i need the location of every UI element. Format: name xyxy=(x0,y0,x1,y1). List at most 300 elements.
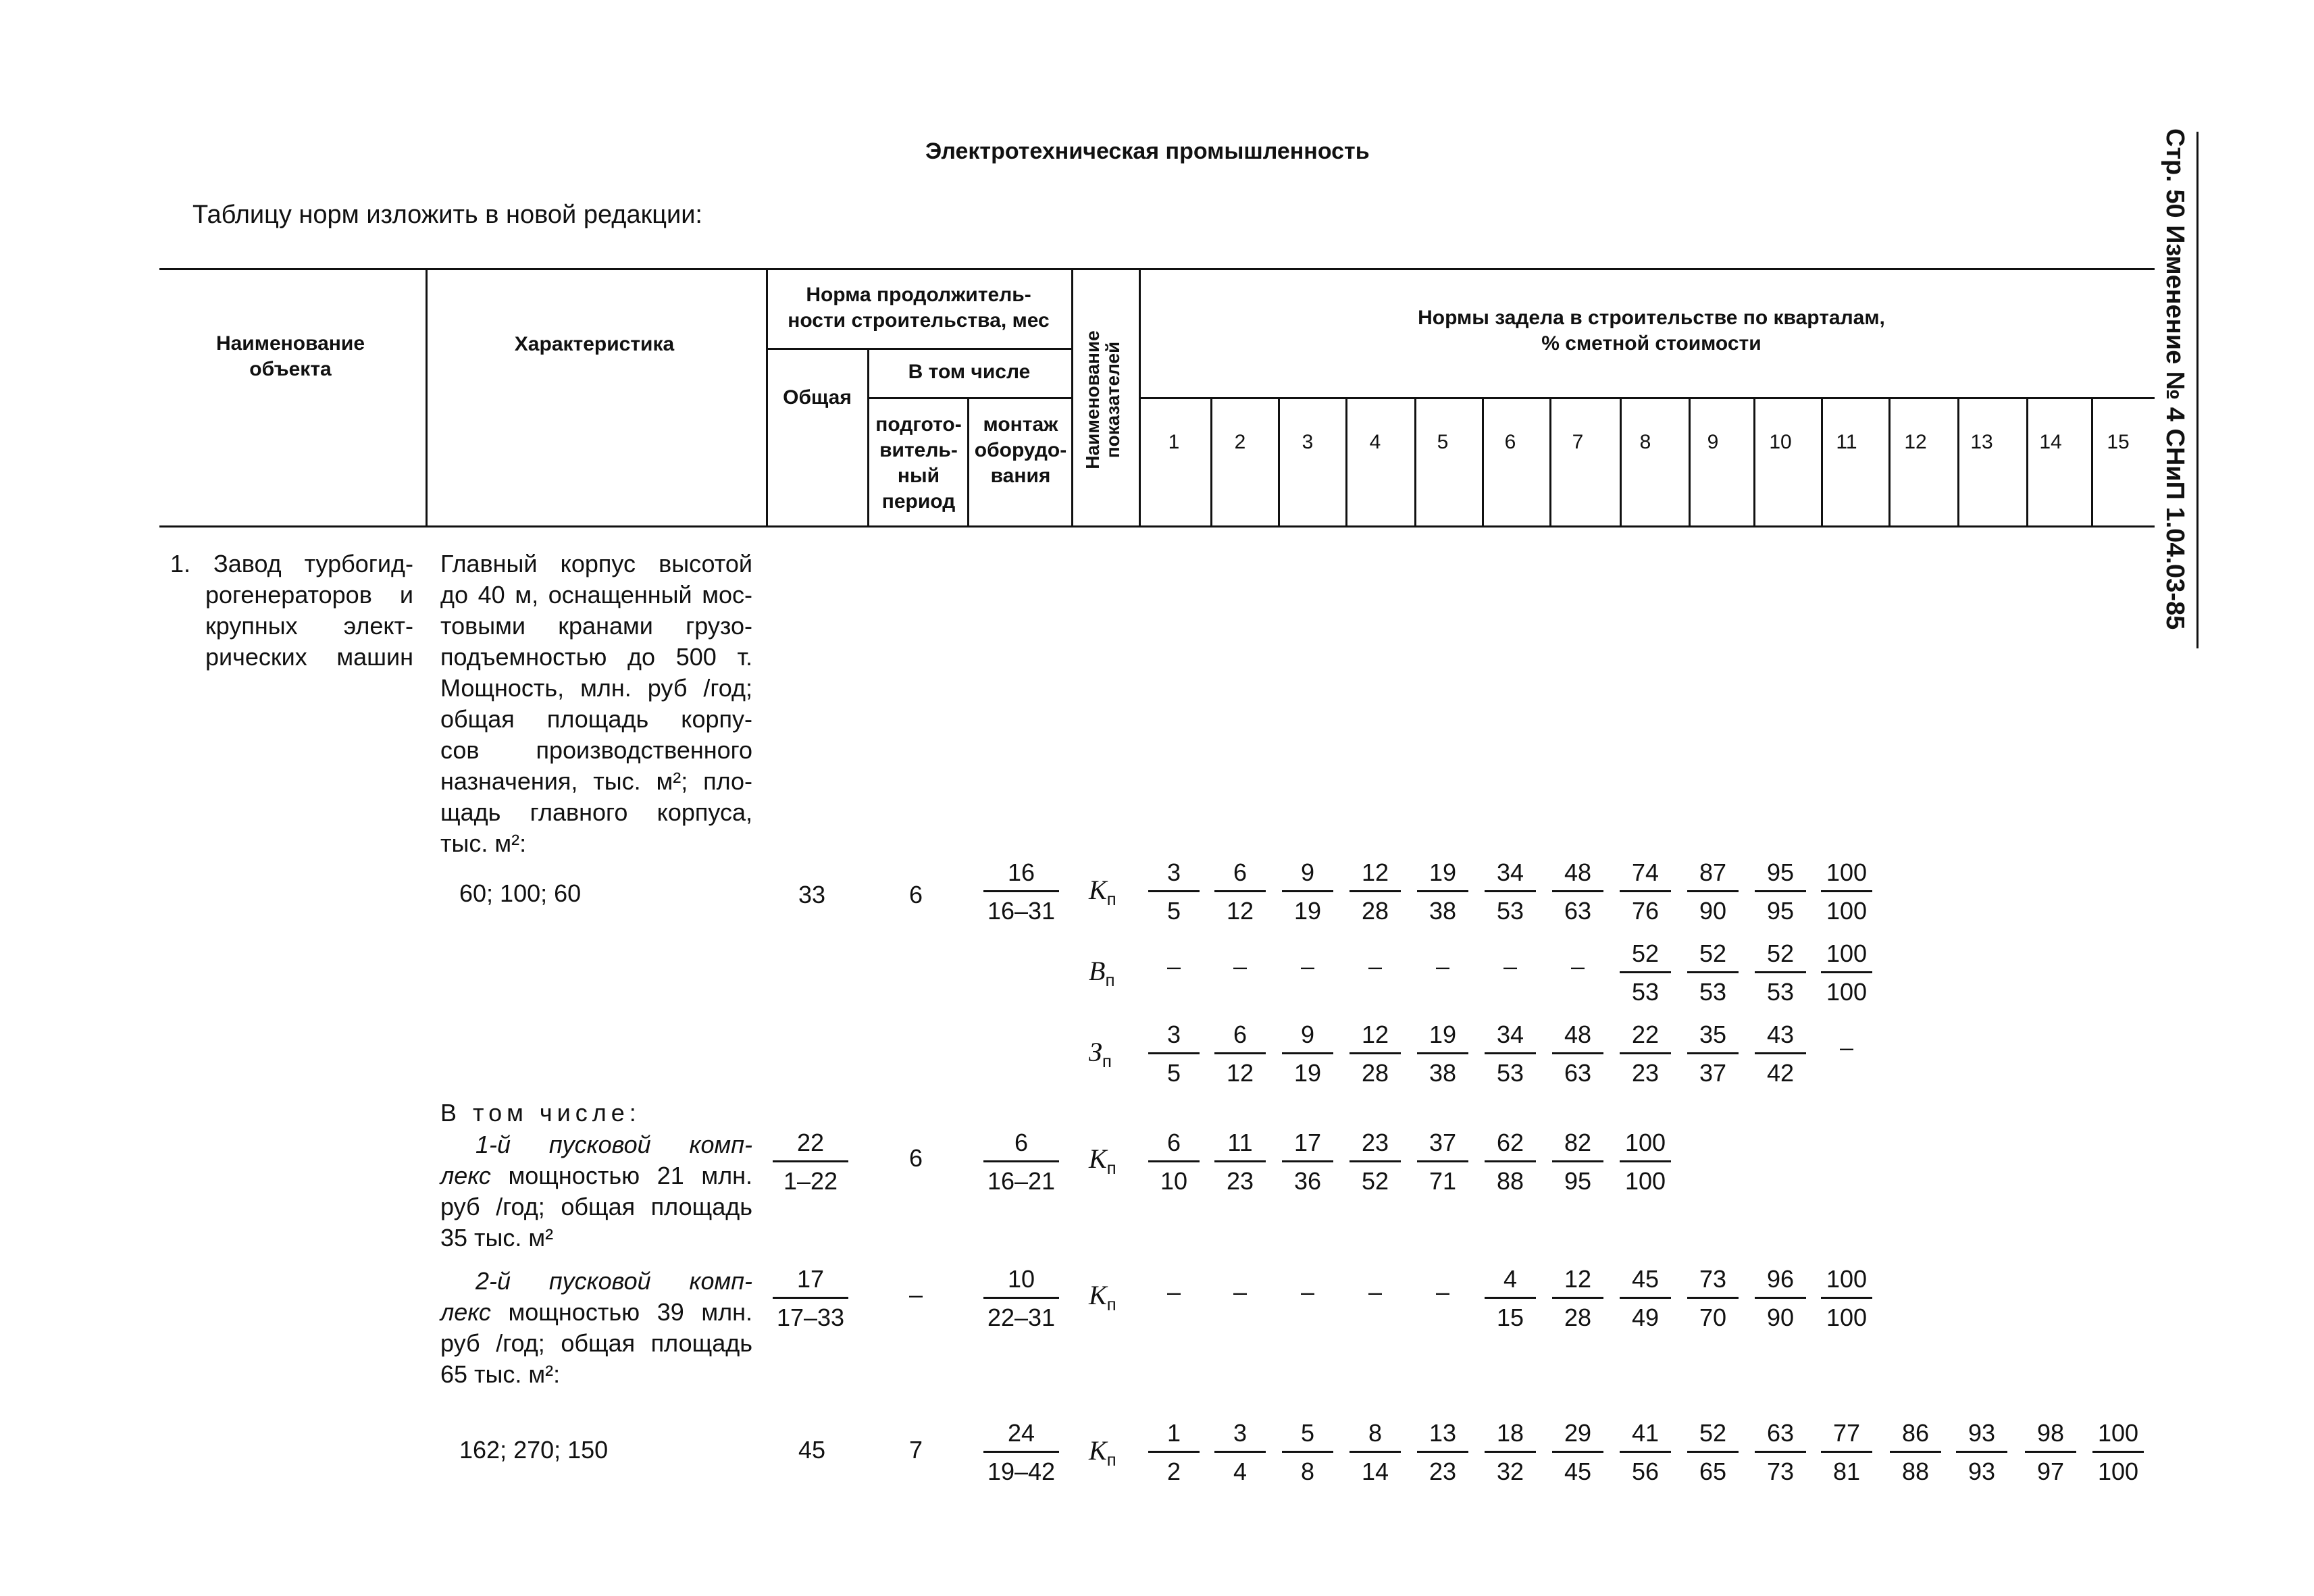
fraction-numerator: 34 xyxy=(1496,858,1524,886)
fraction-numerator: 12 xyxy=(1361,858,1389,886)
fraction-denominator: 10 xyxy=(1160,1167,1188,1195)
indicator-letter: З xyxy=(1089,1037,1102,1067)
header-characteristic: Характеристика xyxy=(514,333,675,355)
fraction-denominator: 28 xyxy=(1361,1059,1389,1087)
fraction-denominator: 53 xyxy=(1766,978,1795,1006)
fraction-denominator: 53 xyxy=(1699,978,1727,1006)
quarter-vline xyxy=(1482,397,1484,527)
last-row-total: 45 xyxy=(798,1436,826,1464)
header-indicator-name xyxy=(1083,302,1126,498)
complex-prep: 6 xyxy=(909,1144,923,1172)
fraction-denominator: 5 xyxy=(1166,897,1181,925)
quarter-number: 5 xyxy=(1437,431,1449,453)
fraction-denominator: 17–33 xyxy=(776,1304,845,1331)
fraction-bar xyxy=(1821,1297,1873,1299)
quarter-number: 12 xyxy=(1904,431,1927,453)
fraction-bar xyxy=(1148,1052,1200,1054)
fraction-numerator: 16 xyxy=(1007,858,1035,886)
fraction-bar xyxy=(1552,1451,1604,1453)
header-prep-period xyxy=(870,412,967,515)
indicator-symbol xyxy=(1089,1036,1112,1072)
fraction-numerator: 3 xyxy=(1233,1419,1248,1447)
fraction-denominator: 28 xyxy=(1564,1304,1592,1331)
fraction-bar xyxy=(1755,890,1807,892)
fraction-bar xyxy=(1485,1451,1537,1453)
fraction-bar xyxy=(1485,1052,1537,1054)
fraction-denominator: 37 xyxy=(1699,1059,1727,1087)
fraction-bar xyxy=(1417,1160,1469,1162)
quarter-number: 14 xyxy=(2039,431,2062,453)
fraction-numerator: 52 xyxy=(1766,939,1795,967)
fraction-denominator: 100 xyxy=(1624,1167,1666,1195)
complex-line: руб /год; общая площадь xyxy=(440,1193,752,1220)
fraction-denominator: 81 xyxy=(1832,1458,1861,1485)
quarter-vline xyxy=(1620,397,1622,527)
fraction-bar xyxy=(1755,971,1807,973)
fraction-numerator: 8 xyxy=(1368,1419,1383,1447)
header-zadel xyxy=(1148,305,2155,357)
empty-cell-dash: – xyxy=(1435,952,1450,980)
fraction-bar xyxy=(1349,1052,1402,1054)
characteristic-line: Главный корпус высотой xyxy=(440,550,752,577)
fraction-bar xyxy=(1148,890,1200,892)
fraction-numerator: 23 xyxy=(1361,1129,1389,1156)
complex-word: мощностью 39 млн. xyxy=(490,1298,752,1326)
fraction-numerator: 6 xyxy=(1233,1021,1248,1048)
fraction-bar xyxy=(983,890,1059,892)
indicator-letter: В xyxy=(1089,956,1106,986)
fraction-denominator: 12 xyxy=(1226,897,1254,925)
fraction-numerator: 35 xyxy=(1699,1021,1727,1048)
complex-description xyxy=(440,1129,752,1254)
fraction-bar xyxy=(1214,1451,1266,1453)
fraction-denominator: 19 xyxy=(1293,897,1322,925)
fraction-bar xyxy=(1282,890,1334,892)
complex-total-fraction xyxy=(756,1266,865,1331)
fraction-numerator: 48 xyxy=(1564,858,1592,886)
row-mount-fraction xyxy=(967,859,1075,925)
quarter-number: 2 xyxy=(1234,431,1246,453)
header-hline xyxy=(766,348,1073,350)
fraction-denominator: 2 xyxy=(1166,1458,1181,1485)
header-indicator-line: показателей xyxy=(1102,341,1123,459)
fraction-numerator: 24 xyxy=(1007,1419,1035,1447)
fraction-denominator: 16–31 xyxy=(987,897,1056,925)
fraction-numerator: 9 xyxy=(1300,1021,1315,1048)
header-bottom-rule xyxy=(159,525,2155,527)
fraction-denominator: 95 xyxy=(1564,1167,1592,1195)
header-object-name-line: Наименование xyxy=(215,332,365,355)
header-vline xyxy=(426,268,428,527)
object-name-line: 1. Завод турбогид- xyxy=(170,550,413,577)
indicator-subscript: п xyxy=(1106,1449,1116,1470)
fraction-cell xyxy=(2078,1420,2159,1485)
header-norm-line: ности строительства, мес xyxy=(788,309,1050,332)
fraction-denominator: 15 xyxy=(1496,1304,1524,1331)
fraction-numerator: 100 xyxy=(1826,939,1868,967)
fraction-numerator: 82 xyxy=(1564,1129,1592,1156)
fraction-denominator: 12 xyxy=(1226,1059,1254,1087)
indicator-symbol xyxy=(1089,1435,1116,1470)
fraction-numerator: 9 xyxy=(1300,858,1315,886)
quarter-number: 4 xyxy=(1369,431,1381,453)
side-rule xyxy=(2196,132,2199,648)
fraction-bar xyxy=(1687,1297,1739,1299)
fraction-numerator: 86 xyxy=(1901,1419,1930,1447)
fraction-bar xyxy=(1214,1052,1266,1054)
fraction-denominator: 42 xyxy=(1766,1059,1795,1087)
fraction-bar xyxy=(1282,1451,1334,1453)
complex-line: 1-й пусковой комп- xyxy=(475,1131,752,1158)
fraction-cell xyxy=(1605,1129,1686,1195)
fraction-numerator: 95 xyxy=(1766,858,1795,886)
fraction-numerator: 17 xyxy=(1293,1129,1322,1156)
fraction-numerator: 6 xyxy=(1166,1129,1181,1156)
fraction-denominator: 38 xyxy=(1429,1059,1457,1087)
fraction-bar xyxy=(1687,971,1739,973)
quarter-vline xyxy=(1549,397,1551,527)
indicator-subscript: п xyxy=(1102,1051,1112,1071)
fraction-denominator: 65 xyxy=(1699,1458,1727,1485)
header-indicator-line: Наименование xyxy=(1082,330,1103,469)
header-hline xyxy=(867,397,1073,399)
header-zadel-line: Нормы задела в строительстве по кварталам, xyxy=(1418,307,1885,329)
empty-cell-dash: – xyxy=(1503,952,1518,980)
fraction-bar xyxy=(1349,1160,1402,1162)
last-row-prep: 7 xyxy=(909,1436,923,1464)
fraction-numerator: 98 xyxy=(2036,1419,2065,1447)
header-mounting xyxy=(970,412,1071,489)
header-zadel-line: % сметной стоимости xyxy=(1541,332,1762,355)
fraction-bar xyxy=(2025,1451,2077,1453)
header-object-name xyxy=(203,331,378,382)
fraction-bar xyxy=(1552,890,1604,892)
indicator-subscript: п xyxy=(1106,1294,1116,1314)
fraction-denominator: 76 xyxy=(1631,897,1660,925)
fraction-bar xyxy=(983,1451,1059,1453)
characteristic-line: тыс. м²: xyxy=(440,829,527,857)
complex-mount-fraction xyxy=(967,1266,1075,1331)
quarter-vline xyxy=(2091,397,2093,527)
empty-cell-dash: – xyxy=(1300,1278,1315,1306)
fraction-bar xyxy=(1282,1160,1334,1162)
indicator-symbol xyxy=(1089,955,1115,991)
fraction-denominator: 100 xyxy=(2097,1458,2139,1485)
fraction-bar xyxy=(1687,1451,1739,1453)
quarter-number: 11 xyxy=(1836,431,1857,453)
indicator-symbol xyxy=(1089,1279,1116,1315)
quarter-vline xyxy=(1888,397,1891,527)
quarter-vline xyxy=(2026,397,2028,527)
quarter-number: 3 xyxy=(1302,431,1314,453)
empty-cell-dash: – xyxy=(1435,1278,1450,1306)
fraction-bar xyxy=(1687,890,1739,892)
fraction-denominator: 32 xyxy=(1496,1458,1524,1485)
header-prep-line: ный xyxy=(897,465,940,487)
complex-mount-fraction xyxy=(967,1129,1075,1195)
fraction-numerator: 5 xyxy=(1300,1419,1315,1447)
fraction-denominator: 53 xyxy=(1496,1059,1524,1087)
quarter-number: 1 xyxy=(1168,431,1180,453)
fraction-numerator: 1 xyxy=(1166,1419,1181,1447)
complex-word: лекс xyxy=(440,1298,491,1326)
empty-cell-dash: – xyxy=(1300,952,1315,980)
fraction-numerator: 11 xyxy=(1227,1129,1253,1156)
fraction-numerator: 52 xyxy=(1699,1419,1727,1447)
empty-cell-dash: – xyxy=(1839,1033,1854,1061)
fraction-bar xyxy=(983,1160,1059,1162)
fraction-numerator: 13 xyxy=(1429,1419,1457,1447)
fraction-numerator: 52 xyxy=(1631,939,1660,967)
fraction-numerator: 62 xyxy=(1496,1129,1524,1156)
fraction-bar xyxy=(1620,890,1672,892)
fraction-bar xyxy=(773,1160,848,1162)
fraction-bar xyxy=(773,1297,848,1299)
indicator-letter: К xyxy=(1089,875,1107,905)
fraction-numerator: 6 xyxy=(1014,1129,1029,1156)
quarter-number: 6 xyxy=(1504,431,1516,453)
fraction-denominator: 93 xyxy=(1968,1458,1996,1485)
complex-description xyxy=(440,1266,752,1390)
last-row-characteristic: 162; 270; 150 xyxy=(459,1436,609,1464)
fraction-denominator: 23 xyxy=(1429,1458,1457,1485)
characteristic-line: товыми кранами грузо- xyxy=(440,612,752,640)
indicator-letter: К xyxy=(1089,1435,1107,1466)
fraction-bar xyxy=(1485,1297,1537,1299)
header-norm xyxy=(770,282,1067,334)
fraction-numerator: 100 xyxy=(1826,858,1868,886)
fraction-bar xyxy=(1485,1160,1537,1162)
empty-cell-dash: – xyxy=(1570,952,1585,980)
fraction-denominator: 22–31 xyxy=(987,1304,1056,1331)
quarter-vline xyxy=(1414,397,1416,527)
characteristic-line: щадь главного корпуса, xyxy=(440,798,752,826)
empty-cell-dash: – xyxy=(1233,952,1248,980)
quarter-vline xyxy=(1821,397,1823,527)
fraction-denominator: 71 xyxy=(1429,1167,1457,1195)
indicator-symbol xyxy=(1089,1143,1116,1179)
fraction-numerator: 41 xyxy=(1631,1419,1660,1447)
fraction-numerator: 77 xyxy=(1832,1419,1861,1447)
fraction-denominator: 36 xyxy=(1293,1167,1322,1195)
fraction-numerator: 96 xyxy=(1766,1265,1795,1293)
fraction-bar xyxy=(1687,1052,1739,1054)
last-row-mount-fraction xyxy=(967,1420,1075,1485)
fraction-numerator: 52 xyxy=(1699,939,1727,967)
fraction-bar xyxy=(1821,890,1873,892)
fraction-denominator: 100 xyxy=(1826,897,1868,925)
characteristic-line: Мощность, млн. руб /год; xyxy=(440,674,752,702)
empty-cell-dash: – xyxy=(1166,952,1181,980)
header-prep-line: подгото- xyxy=(875,413,962,436)
including-label: В том числе: xyxy=(440,1099,641,1127)
fraction-denominator: 19 xyxy=(1293,1059,1322,1087)
fraction-bar xyxy=(1890,1451,1942,1453)
fraction-bar xyxy=(1214,1160,1266,1162)
fraction-denominator: 23 xyxy=(1226,1167,1254,1195)
fraction-numerator: 34 xyxy=(1496,1021,1524,1048)
fraction-denominator: 53 xyxy=(1631,978,1660,1006)
fraction-numerator: 3 xyxy=(1166,1021,1181,1048)
fraction-cell xyxy=(1806,1266,1887,1331)
fraction-bar xyxy=(2092,1451,2144,1453)
fraction-bar xyxy=(1282,1052,1334,1054)
fraction-numerator: 3 xyxy=(1166,858,1181,886)
complex-line xyxy=(440,1297,752,1328)
fraction-bar xyxy=(1485,890,1537,892)
quarter-number: 10 xyxy=(1769,431,1792,453)
object-name xyxy=(170,548,413,673)
fraction-denominator: 28 xyxy=(1361,897,1389,925)
fraction-numerator: 19 xyxy=(1429,858,1457,886)
complex-line: 65 тыс. м²: xyxy=(440,1360,561,1388)
fraction-bar xyxy=(1956,1451,2008,1453)
quarter-number: 7 xyxy=(1572,431,1584,453)
fraction-bar xyxy=(1821,971,1873,973)
fraction-denominator: 52 xyxy=(1361,1167,1389,1195)
header-mount-line: оборудо- xyxy=(974,439,1067,461)
fraction-bar xyxy=(1148,1160,1200,1162)
complex-line: руб /год; общая площадь xyxy=(440,1329,752,1357)
fraction-bar xyxy=(1349,890,1402,892)
fraction-cell xyxy=(1806,940,1887,1006)
fraction-numerator: 6 xyxy=(1233,858,1248,886)
object-characteristic xyxy=(440,548,752,859)
complex-word: лекс xyxy=(440,1162,491,1189)
indicator-letter: К xyxy=(1089,1143,1107,1174)
complex-prep: – xyxy=(909,1281,923,1308)
object-name-line: рических машин xyxy=(205,643,413,671)
header-norm-line: Норма продолжитель- xyxy=(806,284,1031,306)
characteristic-line: до 40 м, оснащенный мос- xyxy=(440,581,752,609)
fraction-bar xyxy=(1620,1052,1672,1054)
fraction-denominator: 88 xyxy=(1901,1458,1930,1485)
fraction-numerator: 45 xyxy=(1631,1265,1660,1293)
quarter-vline xyxy=(1210,397,1212,527)
header-object-name-line: объекта xyxy=(249,358,332,380)
fraction-denominator: 1–22 xyxy=(783,1167,838,1195)
fraction-denominator: 97 xyxy=(2036,1458,2065,1485)
fraction-bar xyxy=(1620,1451,1672,1453)
fraction-numerator: 100 xyxy=(2097,1419,2139,1447)
side-header: Стр. 50 Изменение № 4 СНиП 1.04.03-85 xyxy=(2161,128,2189,630)
empty-cell-dash: – xyxy=(1368,1278,1383,1306)
indicator-symbol xyxy=(1089,874,1116,910)
fraction-bar xyxy=(1552,1160,1604,1162)
complex-line: 2-й пусковой комп- xyxy=(475,1267,752,1295)
fraction-denominator: 63 xyxy=(1564,1059,1592,1087)
complex-line xyxy=(440,1160,752,1191)
fraction-denominator: 73 xyxy=(1766,1458,1795,1485)
fraction-denominator: 23 xyxy=(1631,1059,1660,1087)
row-prep: 6 xyxy=(909,881,923,908)
fraction-numerator: 22 xyxy=(796,1129,825,1156)
header-hline xyxy=(1139,397,2155,399)
fraction-denominator: 19–42 xyxy=(987,1458,1056,1485)
fraction-bar xyxy=(1755,1451,1807,1453)
fraction-denominator: 38 xyxy=(1429,897,1457,925)
characteristic-line: сов производственного xyxy=(440,736,752,764)
quarter-vline xyxy=(1689,397,1691,527)
fraction-denominator: 53 xyxy=(1496,897,1524,925)
fraction-bar xyxy=(1620,1160,1672,1162)
characteristic-line: назначения, тыс. м²; пло- xyxy=(440,767,752,795)
fraction-numerator: 22 xyxy=(1631,1021,1660,1048)
header-vline xyxy=(867,348,869,527)
fraction-numerator: 87 xyxy=(1699,858,1727,886)
fraction-numerator: 18 xyxy=(1496,1419,1524,1447)
fraction-denominator: 70 xyxy=(1699,1304,1727,1331)
fraction-denominator: 100 xyxy=(1826,1304,1868,1331)
fraction-denominator: 4 xyxy=(1233,1458,1248,1485)
header-vline xyxy=(766,268,768,527)
fraction-bar xyxy=(1821,1451,1873,1453)
quarter-number: 15 xyxy=(2107,431,2130,453)
quarter-number: 9 xyxy=(1707,431,1719,453)
fraction-numerator: 17 xyxy=(796,1265,825,1293)
empty-cell-dash: – xyxy=(1368,952,1383,980)
fraction-numerator: 74 xyxy=(1631,858,1660,886)
header-including: В том числе xyxy=(908,361,1031,383)
empty-cell-dash: – xyxy=(1233,1278,1248,1306)
characteristic-line: подъемностью до 500 т. xyxy=(440,643,752,671)
characteristic-line: общая площадь корпу- xyxy=(440,705,752,733)
quarter-vline xyxy=(1278,397,1280,527)
fraction-bar xyxy=(1620,1297,1672,1299)
fraction-denominator: 5 xyxy=(1166,1059,1181,1087)
fraction-numerator: 37 xyxy=(1429,1129,1457,1156)
fraction-numerator: 48 xyxy=(1564,1021,1592,1048)
fraction-bar xyxy=(1417,890,1469,892)
fraction-denominator: 95 xyxy=(1766,897,1795,925)
fraction-bar xyxy=(1755,1052,1807,1054)
fraction-denominator: 90 xyxy=(1699,897,1727,925)
fraction-numerator: 93 xyxy=(1968,1419,1996,1447)
quarter-number: 8 xyxy=(1639,431,1651,453)
fraction-bar xyxy=(1552,1297,1604,1299)
row-characteristic: 60; 100; 60 xyxy=(459,879,582,907)
header-top-rule xyxy=(159,268,2155,270)
fraction-numerator: 19 xyxy=(1429,1021,1457,1048)
fraction-bar xyxy=(1214,890,1266,892)
fraction-numerator: 100 xyxy=(1826,1265,1868,1293)
object-name-line: рогенераторов и xyxy=(205,581,413,609)
fraction-cell xyxy=(1806,859,1887,925)
intro-text: Таблицу норм изложить в новой редакции: xyxy=(192,201,702,229)
fraction-denominator: 56 xyxy=(1631,1458,1660,1485)
header-vline xyxy=(967,397,969,527)
fraction-numerator: 29 xyxy=(1564,1419,1592,1447)
fraction-denominator: 16–21 xyxy=(987,1167,1056,1195)
fraction-numerator: 12 xyxy=(1361,1021,1389,1048)
fraction-numerator: 100 xyxy=(1624,1129,1666,1156)
header-prep-line: период xyxy=(881,490,956,513)
row-total: 33 xyxy=(798,881,826,908)
quarter-vline xyxy=(1345,397,1347,527)
fraction-bar xyxy=(1552,1052,1604,1054)
indicator-subscript: п xyxy=(1106,1158,1116,1178)
complex-word: мощностью 21 млн. xyxy=(490,1162,752,1189)
fraction-bar xyxy=(1349,1451,1402,1453)
quarter-number: 13 xyxy=(1970,431,1993,453)
fraction-numerator: 63 xyxy=(1766,1419,1795,1447)
indicator-subscript: п xyxy=(1105,970,1115,990)
fraction-denominator: 8 xyxy=(1300,1458,1315,1485)
complex-line: 35 тыс. м² xyxy=(440,1224,554,1252)
page-title: Электротехническая промышленность xyxy=(925,138,1370,164)
fraction-bar xyxy=(1148,1451,1200,1453)
fraction-numerator: 4 xyxy=(1503,1265,1518,1293)
